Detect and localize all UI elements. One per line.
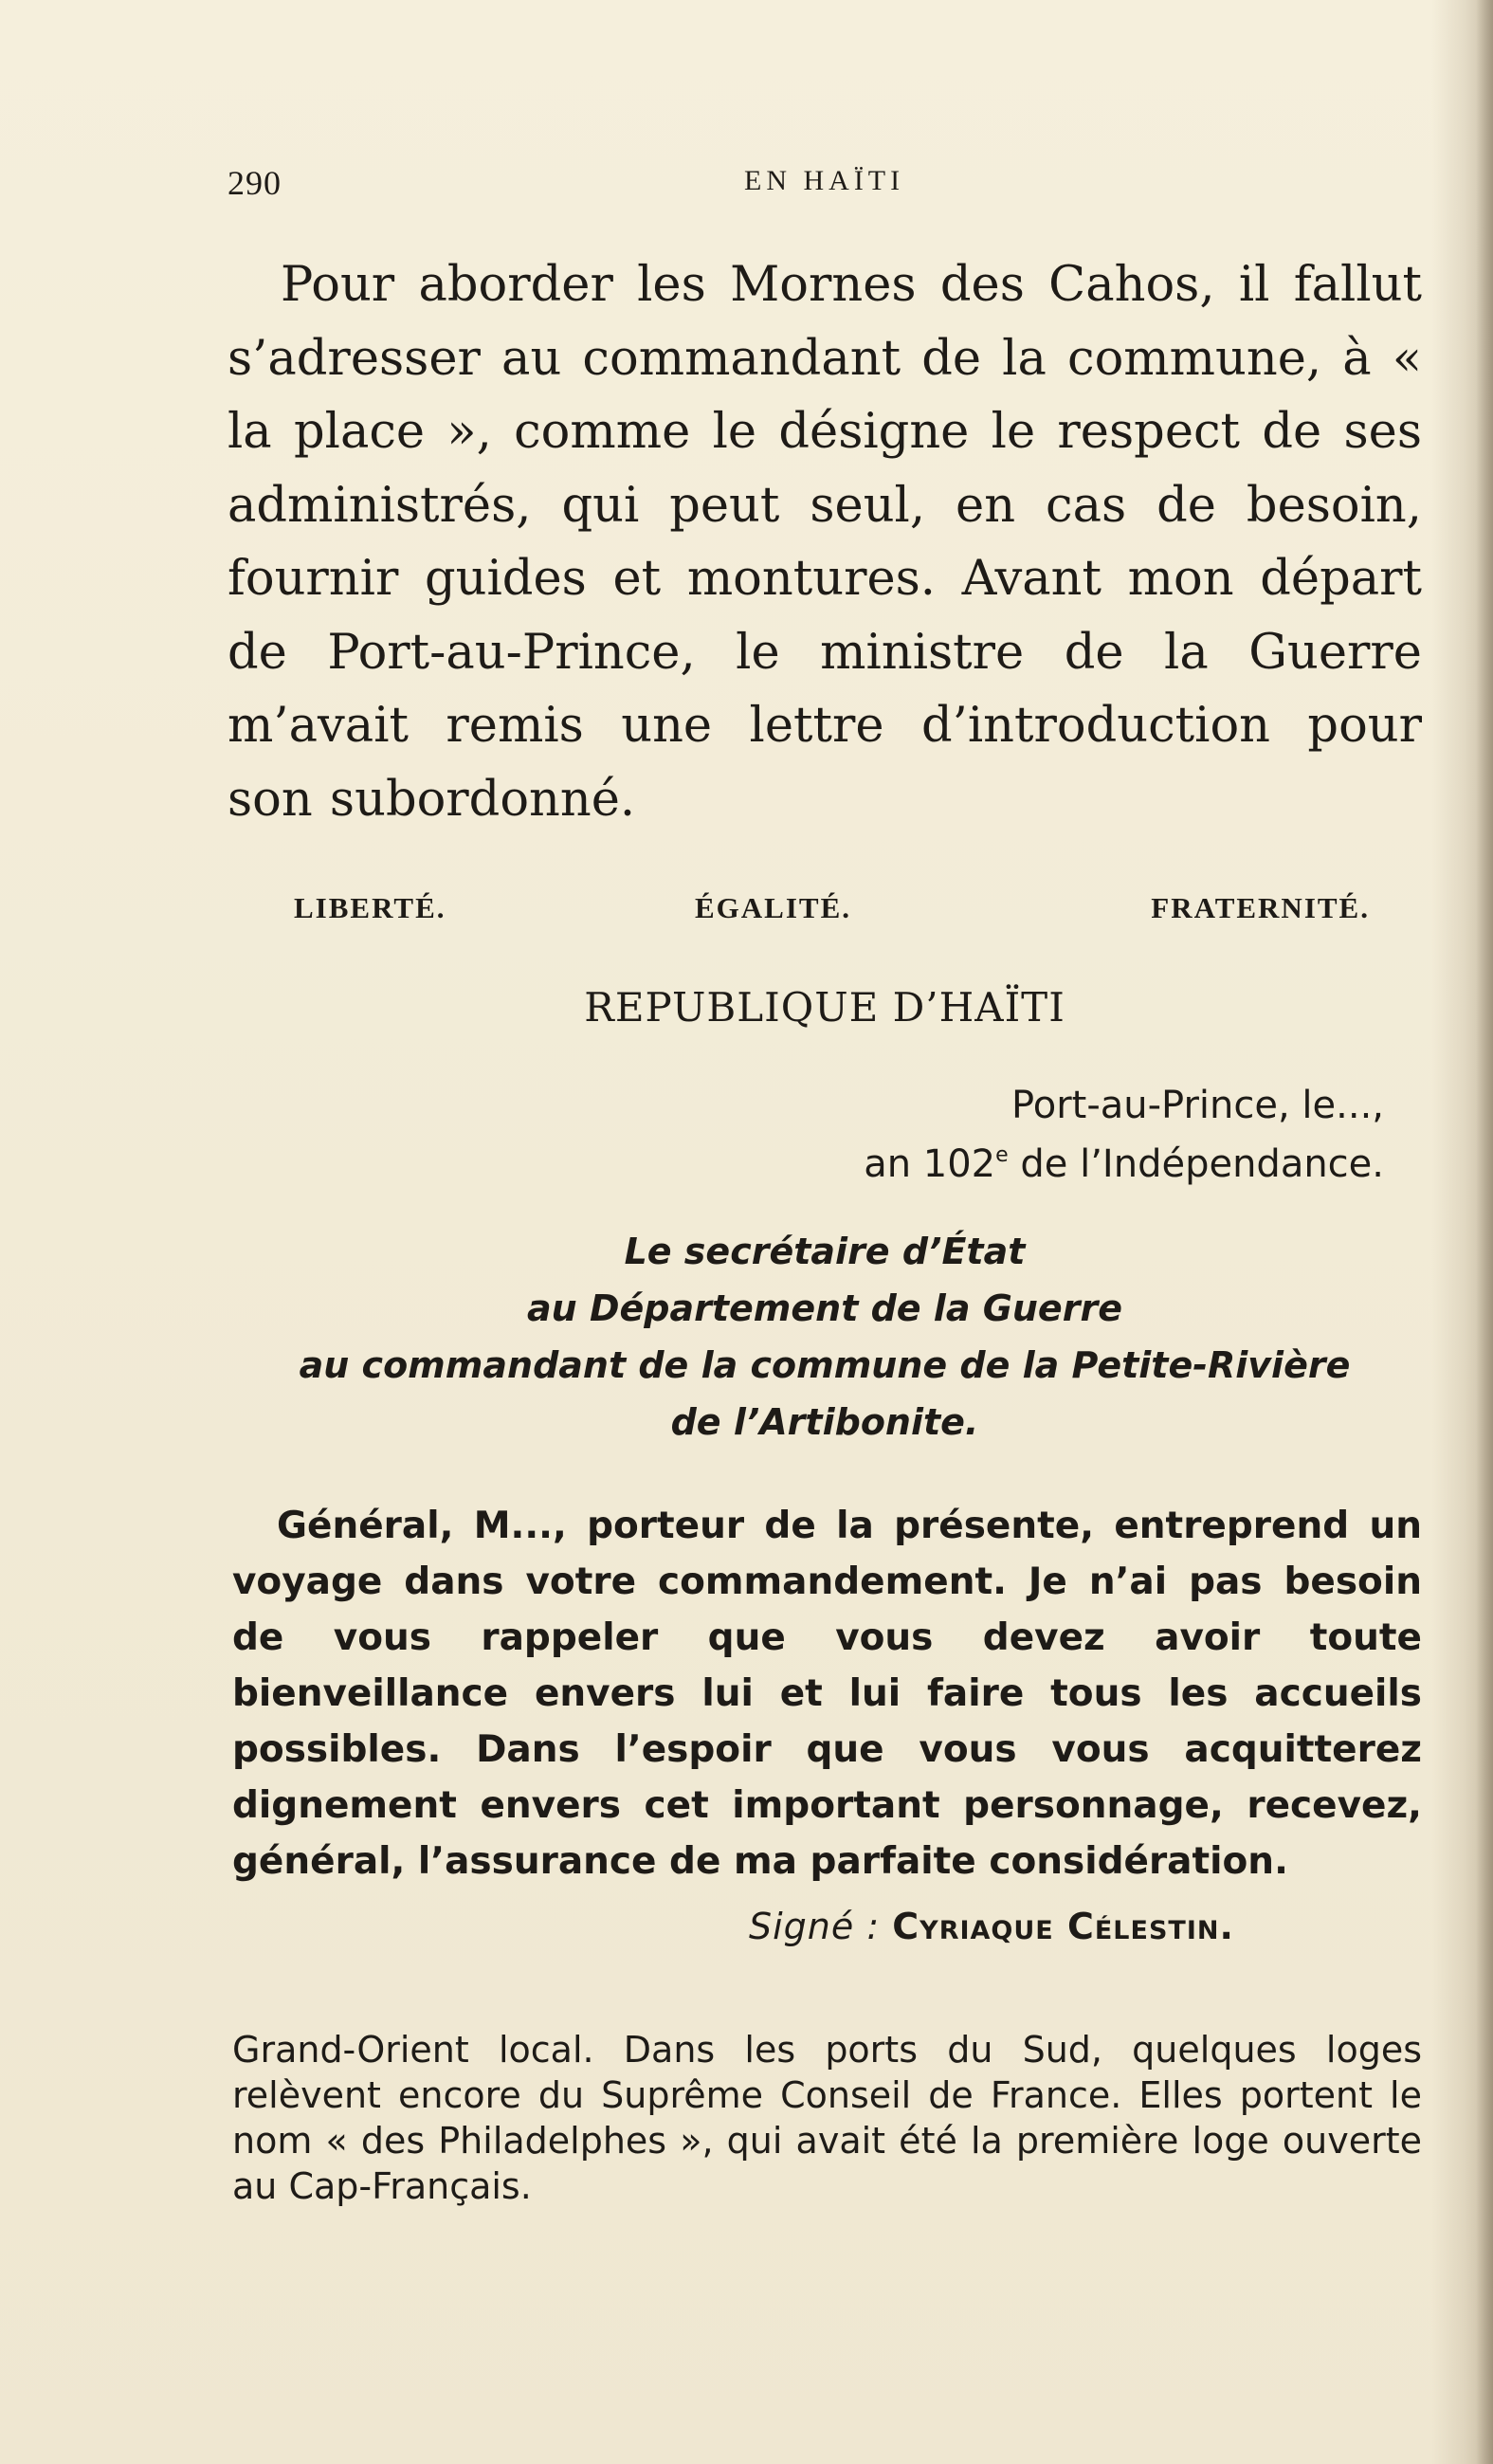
page-number: 290 [228,164,282,202]
letter-dateline [864,1076,1384,1194]
address-line: au Département de la Guerre [527,1287,1122,1329]
body-paragraph: Pour aborder les Mornes des Cahos, il fallut s’adresser au commandant de la commune, à « la place », comme le désigne le respect de ses administrés, qui peut seul, en cas de besoin, fournir guides et montures. Avant mon départ de Port-au-Prince, le ministre de la Guerre m’avait remis une lettre d’introduction pour son subordonné. [228,257,1422,828]
address-line: de l’Artibonite. [670,1401,979,1443]
letter-signature [749,1906,1234,1947]
address-line: Le secrétaire d’État [624,1231,1026,1272]
dateline-year [864,1135,1384,1194]
signature-name: Cyriaque Célestin. [892,1906,1234,1947]
footnote: Grand-Orient local. Dans les ports du Sud, quelques loges relèvent encore du Suprême Conseil de France. Elles portent le nom « des Philadelphes », qui avait été la première loge ouverte au Cap-Français. [232,2029,1422,2207]
motto-liberte: LIBERTÉ. [294,891,446,924]
dateline-place: Port-au-Prince, le..., [1011,1084,1384,1127]
signature-label: Signé : [749,1906,881,1947]
dateline-superscript: e [995,1143,1009,1167]
page-header [228,163,1403,205]
running-title: EN HAÏTI [744,165,905,196]
dateline-independence: de l’Indépendance. [1008,1142,1384,1186]
republic-motto [294,891,1370,929]
letter-body: Général, M..., porteur de la présente, entreprend un voyage dans votre commandement. Je n’ai pas besoin de vous rappeler que vous devez avoir toute bienveillance envers lui et lui faire tous les accueils possibles. Dans l’espoir que vous vous acquitterez dignement envers cet important personnage, recevez, général, l’assurance de ma parfaite considération. [232,1505,1422,1883]
address-line: au commandant de la commune de la Petite-Rivière [299,1344,1351,1386]
page-edge-shadow [1476,0,1493,2464]
dateline-year-number: an 102 [864,1142,996,1186]
letter-title: REPUBLIQUE D’HAÏTI [584,984,1065,1031]
letter-address [228,1223,1422,1451]
motto-fraternite: FRATERNITÉ. [1151,891,1370,924]
motto-egalite: ÉGALITÉ. [695,891,852,924]
